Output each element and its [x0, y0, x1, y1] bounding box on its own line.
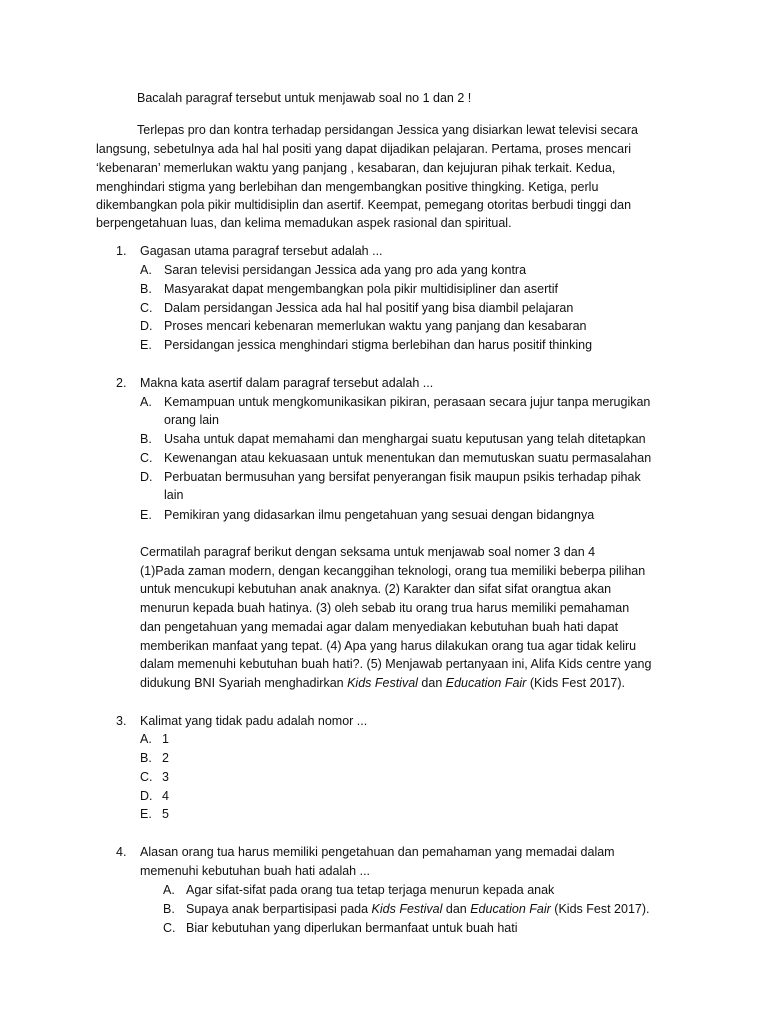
passage-text: (Kids Fest 2017).: [526, 676, 626, 690]
option-text: Proses mencari kebenaran memerlukan waktu yang panjang dan kesabaran: [164, 319, 587, 333]
passage-line: (1)Pada zaman modern, dengan kecanggihan teknologi, orang tua memiliki beberpa pilihan: [140, 564, 646, 578]
option-letter: B.: [140, 432, 152, 446]
option-text: Masyarakat dapat mengembangkan pola pikir multidisipliner dan asertif: [164, 282, 558, 296]
option-letter: E.: [140, 338, 152, 352]
option-italic: Education Fair: [470, 902, 551, 916]
option-text: Kewenangan atau kekuasaan untuk menentukan dan memutuskan suatu permasalahan: [164, 451, 652, 465]
option-text: 2: [162, 751, 169, 765]
passage-text: didukung BNI Syariah menghadirkan: [140, 676, 348, 690]
question-text: Makna kata asertif dalam paragraf tersebut adalah ...: [140, 376, 434, 390]
passage-line: berpengetahuan luas, dan kelima memadukan aspek rasional dan spiritual.: [96, 216, 512, 230]
passage-intro: Cermatilah paragraf berikut dengan seksama untuk menjawab soal nomer 3 dan 4: [140, 545, 596, 559]
question-number: 2.: [116, 376, 127, 390]
passage-italic: Education Fair: [445, 676, 527, 690]
option-letter: C.: [140, 301, 153, 315]
option-italic: Kids Festival: [371, 902, 443, 916]
option-text: 3: [162, 770, 169, 784]
option-text: lain: [164, 488, 184, 502]
option-text: orang lain: [164, 413, 219, 427]
option-text: Pemikiran yang didasarkan ilmu pengetahuan yang sesuai dengan bidangnya: [164, 508, 595, 522]
option-letter: B.: [140, 282, 152, 296]
option-text: Perbuatan bermusuhan yang bersifat penyerangan fisik maupun psikis terhadap pihak: [164, 470, 641, 484]
question-number: 1.: [116, 244, 127, 258]
passage-line: menghindari stigma yang berlebihan dan mengembangkan positive thingking. Ketiga, perlu: [96, 180, 599, 194]
option-text: Saran televisi persidangan Jessica ada yang pro ada yang kontra: [164, 263, 527, 277]
option-letter: D.: [140, 789, 153, 803]
option-letter: A.: [140, 395, 152, 409]
option-text-part: dan: [442, 902, 471, 916]
option-letter: D.: [140, 470, 153, 484]
option-text: Biar kebutuhan yang diperlukan bermanfaat untuk buah hati: [186, 921, 518, 935]
question-text: Alasan orang tua harus memiliki pengetahuan dan pemahaman yang memadai dalam: [140, 845, 615, 859]
question-number: 4.: [116, 845, 127, 859]
passage-italic: Kids Festival: [347, 676, 418, 690]
passage-line: memberikan manfaat yang tepat. (4) Apa yang harus dilakukan orang tua agar tidak keliru: [140, 639, 637, 653]
question-number: 3.: [116, 714, 127, 728]
option-text-part: (Kids Fest 2017).: [550, 902, 650, 916]
option-text-part: Supaya anak berpartisipasi pada: [186, 902, 372, 916]
option-letter: E.: [140, 807, 152, 821]
option-letter: B.: [140, 751, 152, 765]
passage-line: dan pengetahuan yang memadai agar dalam menyediakan kebutuhan buah hati dapat: [140, 620, 619, 634]
question-text: Gagasan utama paragraf tersebut adalah ...: [140, 244, 383, 258]
option-letter: B.: [163, 902, 175, 916]
option-text: 1: [162, 732, 169, 746]
option-text: Kemampuan untuk mengkomunikasikan pikiran, perasaan secara jujur tanpa merugikan: [164, 395, 651, 409]
option-letter: D.: [140, 319, 153, 333]
passage-line: menurun kepada buah hatinya. (3) oleh sebab itu orang trua harus memiliki pemahaman: [140, 601, 630, 615]
passage-line: Terlepas pro dan kontra terhadap persidangan Jessica yang disiarkan lewat televisi secara: [137, 123, 638, 137]
option-letter: A.: [163, 883, 175, 897]
question-text: memenuhi kebutuhan buah hati adalah ...: [140, 864, 371, 878]
option-text: [186, 900, 649, 918]
passage-line: dalam memenuhi kebutuhan buah hati?. (5) Menjawab pertanyaan ini, Alifa Kids centre yang: [140, 657, 652, 671]
option-letter: E.: [140, 508, 152, 522]
option-letter: C.: [140, 451, 153, 465]
option-letter: C.: [140, 770, 153, 784]
option-text: Persidangan jessica menghindari stigma berlebihan dan harus positif thinking: [164, 338, 593, 352]
option-text: Agar sifat-sifat pada orang tua tetap terjaga menurun kepada anak: [186, 883, 555, 897]
option-text: 4: [162, 789, 169, 803]
passage-line: langsung, sebetulnya ada hal hal positi yang dapat dijadikan pelajaran. Pertama, proses mencari: [96, 142, 632, 156]
option-letter: C.: [163, 921, 176, 935]
option-letter: A.: [140, 732, 152, 746]
passage-line: untuk mencukupi kebutuhan anak anaknya. (2) Karakter dan sifat sifat orangtua akan: [140, 582, 612, 596]
option-text: 5: [162, 807, 169, 821]
passage-line: [140, 674, 625, 692]
passage-text: dan: [417, 676, 446, 690]
question-text: Kalimat yang tidak padu adalah nomor ...: [140, 714, 368, 728]
instruction-heading: Bacalah paragraf tersebut untuk menjawab soal no 1 dan 2 !: [137, 91, 472, 105]
passage-line: ‘kebenaran’ memerlukan waktu yang panjang , kesabaran, dan kejujuran pihak terkait. Kedua,: [96, 161, 616, 175]
option-text: Usaha untuk dapat memahami dan menghargai suatu keputusan yang telah ditetapkan: [164, 432, 646, 446]
option-text: Dalam persidangan Jessica ada hal hal positif yang bisa diambil pelajaran: [164, 301, 574, 315]
option-letter: A.: [140, 263, 152, 277]
passage-line: dikembangkan pola pikir multidisiplin dan asertif. Keempat, pemegang otoritas berbudi tinggi dan: [96, 198, 632, 212]
